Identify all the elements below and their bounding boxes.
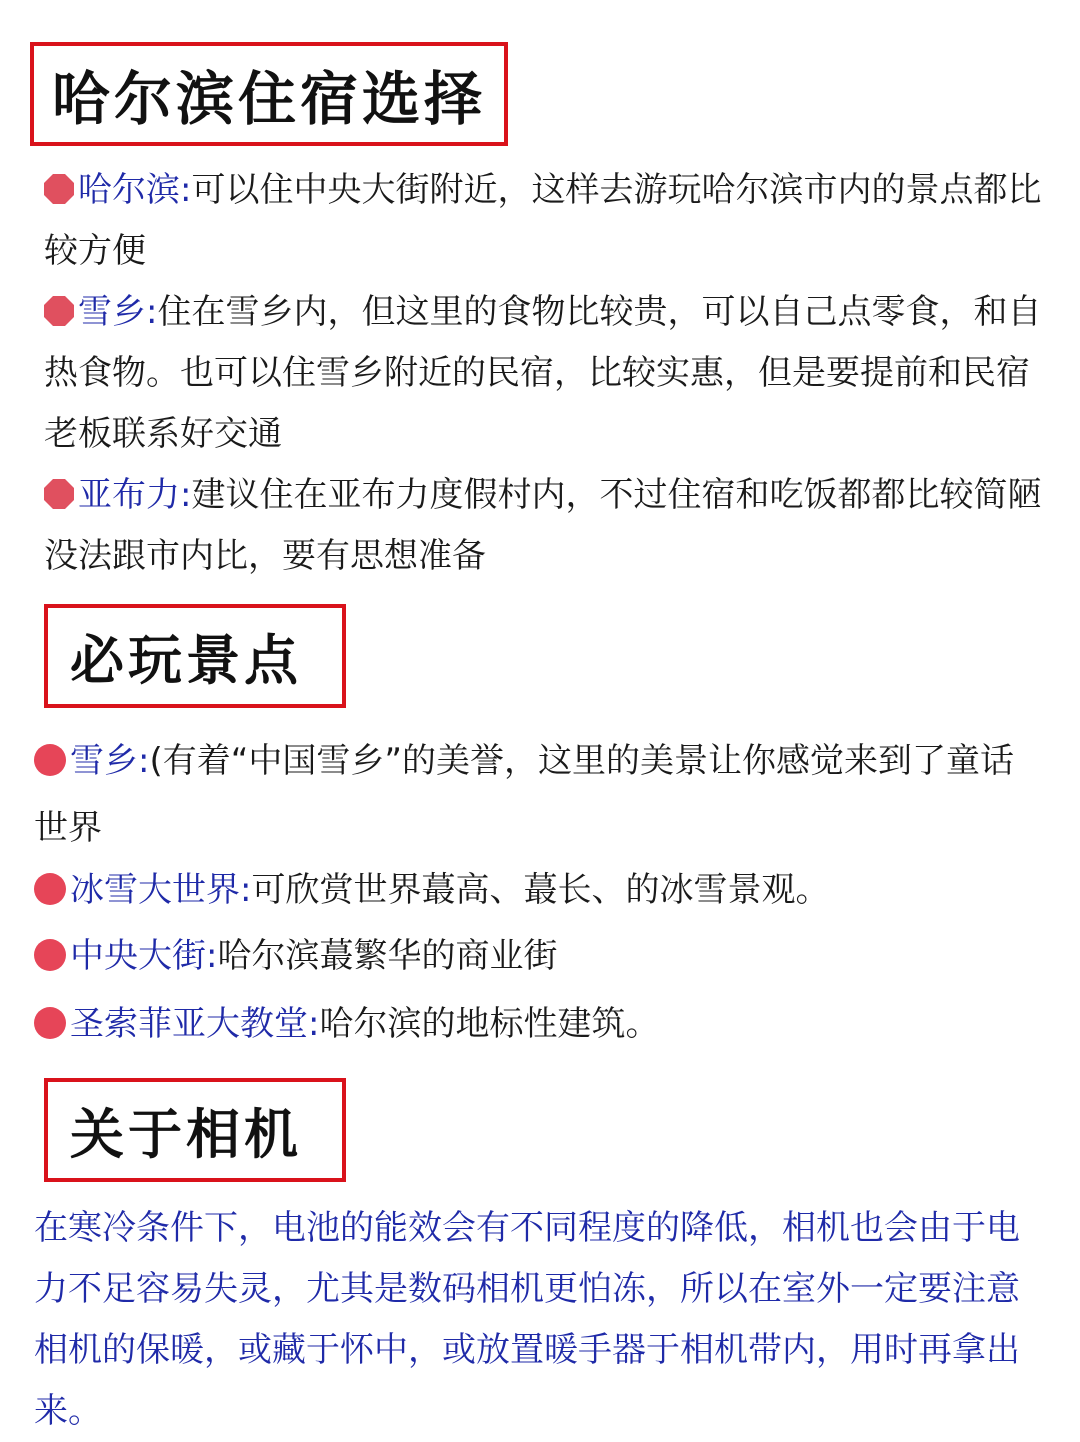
spot-term: 圣索菲亚大教堂 [70,1004,308,1044]
spot-text: 可欣赏世界蕞高、蕞长、的冰雪景观。 [251,870,830,910]
red-octagon-icon [44,296,74,326]
spot-text: (有着“中国雪乡”的美誉，这里的美景让你感觉来到了童话世界 [34,741,1014,848]
lodging-text: 建议住在亚布力度假村内，不过住宿和吃饭都都比较简陋没法跟市内比，要有思想准备 [44,475,1042,576]
lodging-item-harbin [44,160,1044,282]
lodging-item-yabuli [44,465,1044,587]
lodging-colon: : [146,292,158,332]
spot-item-xuexiang [34,728,1044,862]
spot-colon: : [206,936,218,976]
spots-heading-box [44,604,346,708]
spot-term: 雪乡 [70,741,138,781]
lodging-term: 雪乡 [78,292,146,332]
spot-item-central-street [34,926,1044,987]
lodging-colon: : [180,170,192,210]
camera-heading-box [44,1078,346,1182]
spot-colon: : [240,870,252,910]
lodging-heading: 哈尔滨住宿选择 [52,65,487,133]
spot-item-st-sophia [34,994,1044,1055]
lodging-text: 可以住中央大街附近，这样去游玩哈尔滨市内的景点都比较方便 [44,170,1042,271]
red-octagon-icon [44,479,74,509]
spot-item-ice-snow-world [34,860,1044,921]
spot-text: 哈尔滨蕞繁华的商业街 [217,936,558,976]
spot-colon: : [138,741,150,781]
red-circle-icon [34,873,66,905]
spot-colon: : [308,1004,320,1044]
lodging-item-xuexiang [44,282,1044,465]
spot-term: 中央大街 [70,936,206,976]
lodging-term: 哈尔滨 [78,170,180,210]
red-octagon-icon [44,174,74,204]
camera-heading: 关于相机 [70,1102,302,1166]
spots-heading: 必玩景点 [70,628,302,692]
lodging-colon: : [180,475,192,515]
spot-term: 冰雪大世界 [70,870,240,910]
red-circle-icon [34,939,66,971]
camera-text: 在寒冷条件下，电池的能效会有不同程度的降低，相机也会由于电力不足容易失灵，尤其是数码相机更怕冻，所以在室外一定要注意相机的保暖，或藏于怀中，或放置暖手器于相机带内，用时再拿出来。 [34,1208,1020,1431]
lodging-term: 亚布力 [78,475,180,515]
spot-text: 哈尔滨的地标性建筑。 [319,1004,660,1044]
lodging-text: 住在雪乡内，但这里的食物比较贵，可以自己点零食，和自热食物。也可以住雪乡附近的民宿，比较实惠，但是要提前和民宿老板联系好交通 [44,292,1042,454]
lodging-heading-box [30,42,508,146]
red-circle-icon [34,1007,66,1039]
red-circle-icon [34,744,66,776]
